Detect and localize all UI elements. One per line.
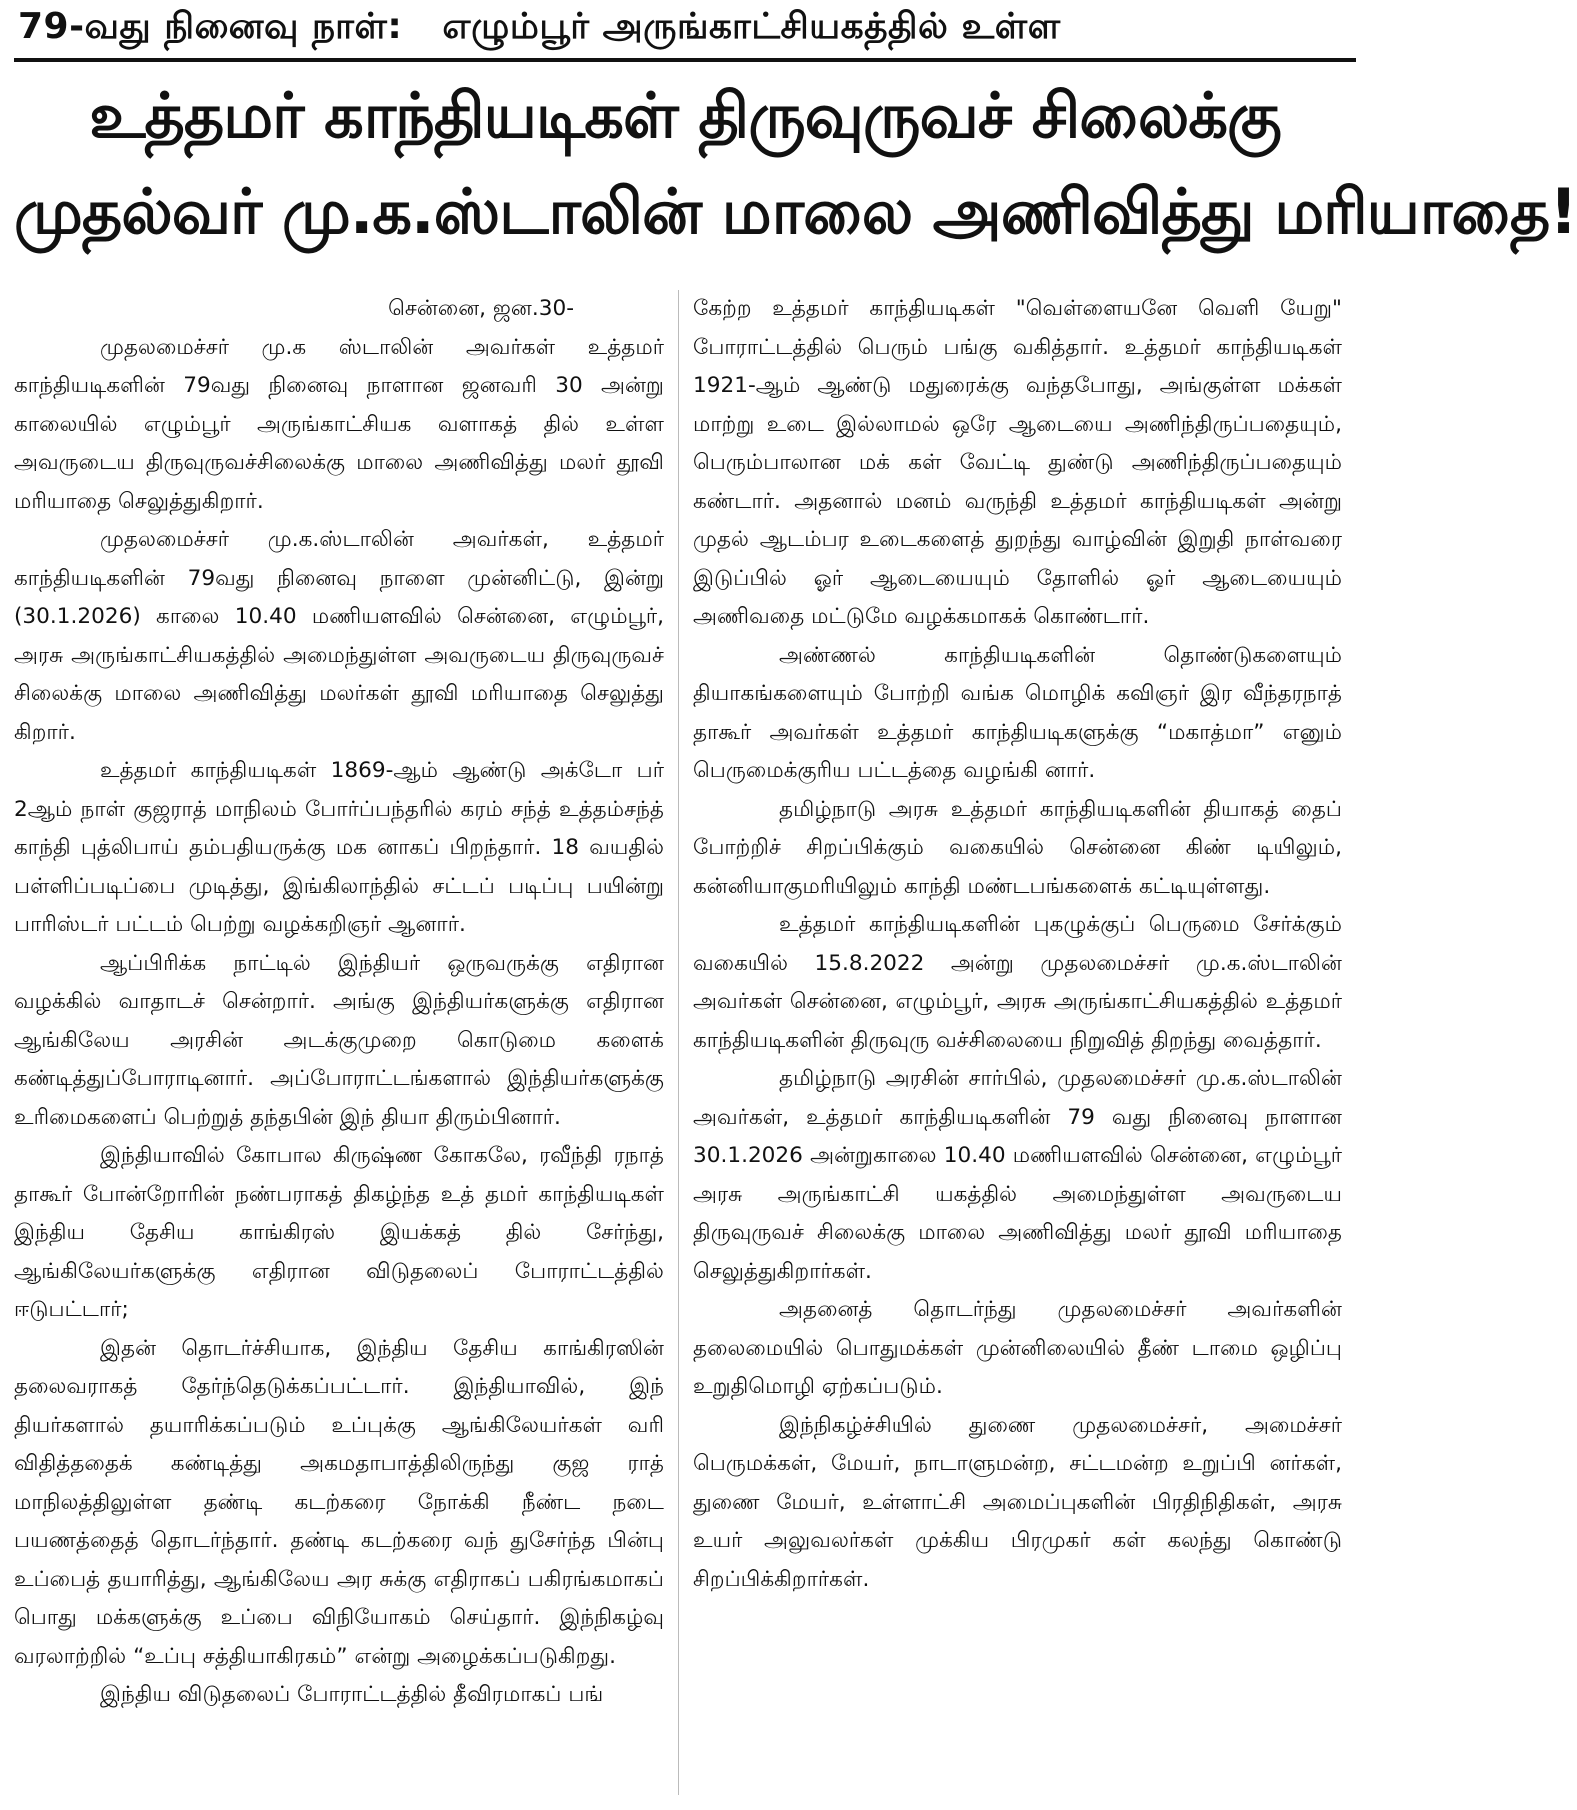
headline-line-1: உத்தமர் காந்தியடிகள் திருவுருவச் சிலைக்கு: [89, 79, 1281, 152]
paragraph: உத்தமர் காந்தியடிகள் 1869-ஆம் ஆண்டு அக்டோ பர் 2ஆம் நாள் குஜராத் மாநிலம் போர்ப்பந்தரில் கரம் சந்த் உத்தம்சந்த் காந்தி புத்லிபாய் தம்பதியருக்கு மக னாகப் பிறந்தார். 18 வயதில் பள்ளிப்படிப்பை முடித்து, இங்கிலாந்தில் சட்டப் படிப்பு பயின்று பாரிஸ்டர் பட்டம் பெற்று வழக்கறிஞர் ஆனார்.: [14, 758, 664, 937]
paragraph-continued: கேற்ற உத்தமர் காந்தியடிகள் "வெள்ளையனே வெளி யேறு" போராட்டத்தில் பெரும் பங்கு வகித்தார். உத்தமர் காந்தியடிகள் 1921-ஆம் ஆண்டு மதுரைக்கு வந்தபோது, அங்குள்ள மக்கள் மாற்று உடை இல்லாமல் ஒரே ஆடையை அணிந்திருப்பதையும், பெரும்பாலான மக் கள் வேட்டி துண்டு அணிந்திருப்பதையும் கண்டார். அதனால் மனம் வருந்தி உத்தமர் காந்தியடிகள் அன்று முதல் ஆடம்பர உடைகளைத் துறந்து வாழ்வின் இறுதி நாள்வரை இடுப்பில் ஓர் ஆடையையும் தோளில் ஓர் ஆடையையும் அணிவதை மட்டுமே வழக்கமாகக் கொண்டார்.: [693, 296, 1342, 629]
headline-line-2: முதல்வர் மு.க.ஸ்டாலின் மாலை அணிவித்து மரியாதை!: [14, 175, 1577, 248]
paragraph: அதனைத் தொடர்ந்து முதலமைச்சர் அவர்களின் தலைமையில் பொதுமக்கள் முன்னிலையில் தீண் டாமை ஒழிப்பு உறுதிமொழி ஏற்கப்படும்.: [693, 1297, 1342, 1399]
kicker-divider: [14, 58, 1356, 62]
paragraph: அண்ணல் காந்தியடிகளின் தொண்டுகளையும் தியாகங்களையும் போற்றி வங்க மொழிக் கவிஞர் இர வீந்தரநாத் தாகூர் அவர்கள் உத்தமர் காந்தியடிகளுக்கு “மகாத்மா” எனும் பெருமைக்குரிய பட்டத்தை வழங்கி னார்.: [693, 642, 1342, 783]
dateline: சென்னை, ஜன.30-: [388, 296, 574, 321]
paragraph: தமிழ்நாடு அரசு உத்தமர் காந்தியடிகளின் தியாகத் தைப் போற்றிச் சிறப்பிக்கும் வகையில் சென்னை கிண் டியிலும், கன்னியாகுமரியிலும் காந்தி மண்டபங்களைக் கட்டியுள்ளது.: [693, 796, 1342, 899]
paragraph: தமிழ்நாடு அரசின் சார்பில், முதலமைச்சர் மு.க.ஸ்டாலின் அவர்கள், உத்தமர் காந்தியடிகளின் 79 வது நினைவு நாளான 30.1.2026 அன்றுகாலை 10.40 மணியளவில் சென்னை, எழும்பூர் அரசு அருங்காட்சி யகத்தில் அமைந்துள்ள அவருடைய திருவுருவச் சிலைக்கு மாலை அணிவித்து மலர் தூவி மரியாதை செலுத்துகிறார்கள்.: [693, 1066, 1342, 1284]
paragraph: இந்நிகழ்ச்சியில் துணை முதலமைச்சர், அமைச்சர் பெருமக்கள், மேயர், நாடாளுமன்ற, சட்டமன்ற உறுப்பி னர்கள், துணை மேயர், உள்ளாட்சி அமைப்புகளின் பிரதிநிதிகள், அரசு உயர் அலுவலர்கள் முக்கிய பிரமுகர் கள் கலந்து கொண்டு சிறப்பிக்கிறார்கள்.: [693, 1412, 1342, 1592]
article-column-right: [678, 290, 1342, 1795]
paragraph: ஆப்பிரிக்க நாட்டில் இந்தியர் ஒருவருக்கு எதிரான வழக்கில் வாதாடச் சென்றார். அங்கு இந்தியர்களுக்கு எதிரான ஆங்கிலேய அரசின் அடக்குமுறை கொடுமை களைக் கண்டித்துப்போராடினார். அப்போராட்டங்களால் இந்தியர்களுக்கு உரிமைகளைப் பெற்றுத் தந்தபின் இந் தியா திரும்பினார்.: [14, 950, 664, 1130]
headline: [14, 70, 1577, 262]
article-column-left: [14, 290, 678, 1795]
paragraph: முதலமைச்சர் மு.க ஸ்டாலின் அவர்கள் உத்தமர் காந்தியடிகளின் 79வது நினைவு நாளான ஜனவரி 30 அன்று காலையில் எழும்பூர் அருங்காட்சியக வளாகத் தில் உள்ள அவருடைய திருவுருவச்சிலைக்கு மாலை அணிவித்து மலர் தூவி மரியாதை செலுத்துகிறார்.: [14, 334, 664, 514]
paragraph: இந்தியாவில் கோபால கிருஷ்ண கோகலே, ரவீந்தி ரநாத் தாகூர் போன்றோரின் நண்பராகத் திகழ்ந்த உத் தமர் காந்தியடிகள் இந்திய தேசிய காங்கிரஸ் இயக்கத் தில் சேர்ந்து, ஆங்கிலேயர்களுக்கு எதிரான விடுதலைப் போராட்டத்தில் ஈடுபட்டார்;: [14, 1143, 664, 1322]
paragraph: இதன் தொடர்ச்சியாக, இந்திய தேசிய காங்கிரஸின் தலைவராகத் தேர்ந்தெடுக்கப்பட்டார். இந்தியாவில், இந் தியர்களால் தயாரிக்கப்படும் உப்புக்கு ஆங்கிலேயர்கள் வரி விதித்ததைக் கண்டித்து அகமதாபாத்திலிருந்து குஜ ராத் மாநிலத்திலுள்ள தண்டி கடற்கரை நோக்கி நீண்ட நடை பயணத்தைத் தொடர்ந்தார். தண்டி கடற்கரை வந் துசேர்ந்த பின்பு உப்பைத் தயாரித்து, ஆங்கிலேய அர சுக்கு எதிராகப் பகிரங்கமாகப் பொது மக்களுக்கு உப்பை விநியோகம் செய்தார். இந்நிகழ்வு வரலாற்றில் “உப்பு சத்தியாகிரகம்” என்று அழைக்கப்படுகிறது.: [14, 1335, 664, 1669]
paragraph: உத்தமர் காந்தியடிகளின் புகழுக்குப் பெருமை சேர்க்கும் வகையில் 15.8.2022 அன்று முதலமைச்சர் மு.க.ஸ்டாலின் அவர்கள் சென்னை, எழும்பூர், அரசு அருங்காட்சியகத்தில் உத்தமர் காந்தியடிகளின் திருவுரு வச்சிலையை நிறுவித் திறந்து வைத்தார்.: [693, 912, 1342, 1053]
paragraph: இந்திய விடுதலைப் போராட்டத்தில் தீவிரமாகப் பங்: [100, 1682, 604, 1707]
paragraph: முதலமைச்சர் மு.க.ஸ்டாலின் அவர்கள், உத்தமர் காந்தியடிகளின் 79வது நினைவு நாளை முன்னிட்டு, இன்று (30.1.2026) காலை 10.40 மணியளவில் சென்னை, எழும்பூர், அரசு அருங்காட்சியகத்தில் அமைந்துள்ள அவருடைய திருவுருவச் சிலைக்கு மாலை அணிவித்து மலர்கள் தூவி மரியாதை செலுத்து கிறார்.: [14, 527, 664, 745]
kicker-part-2: எழும்பூர் அருங்காட்சியகத்தில் உள்ள: [442, 6, 1061, 47]
article-body: [14, 290, 1356, 1795]
kicker-line: [14, 0, 1356, 58]
kicker-part-1: 79-வது நினைவு நாள்:: [18, 6, 403, 47]
